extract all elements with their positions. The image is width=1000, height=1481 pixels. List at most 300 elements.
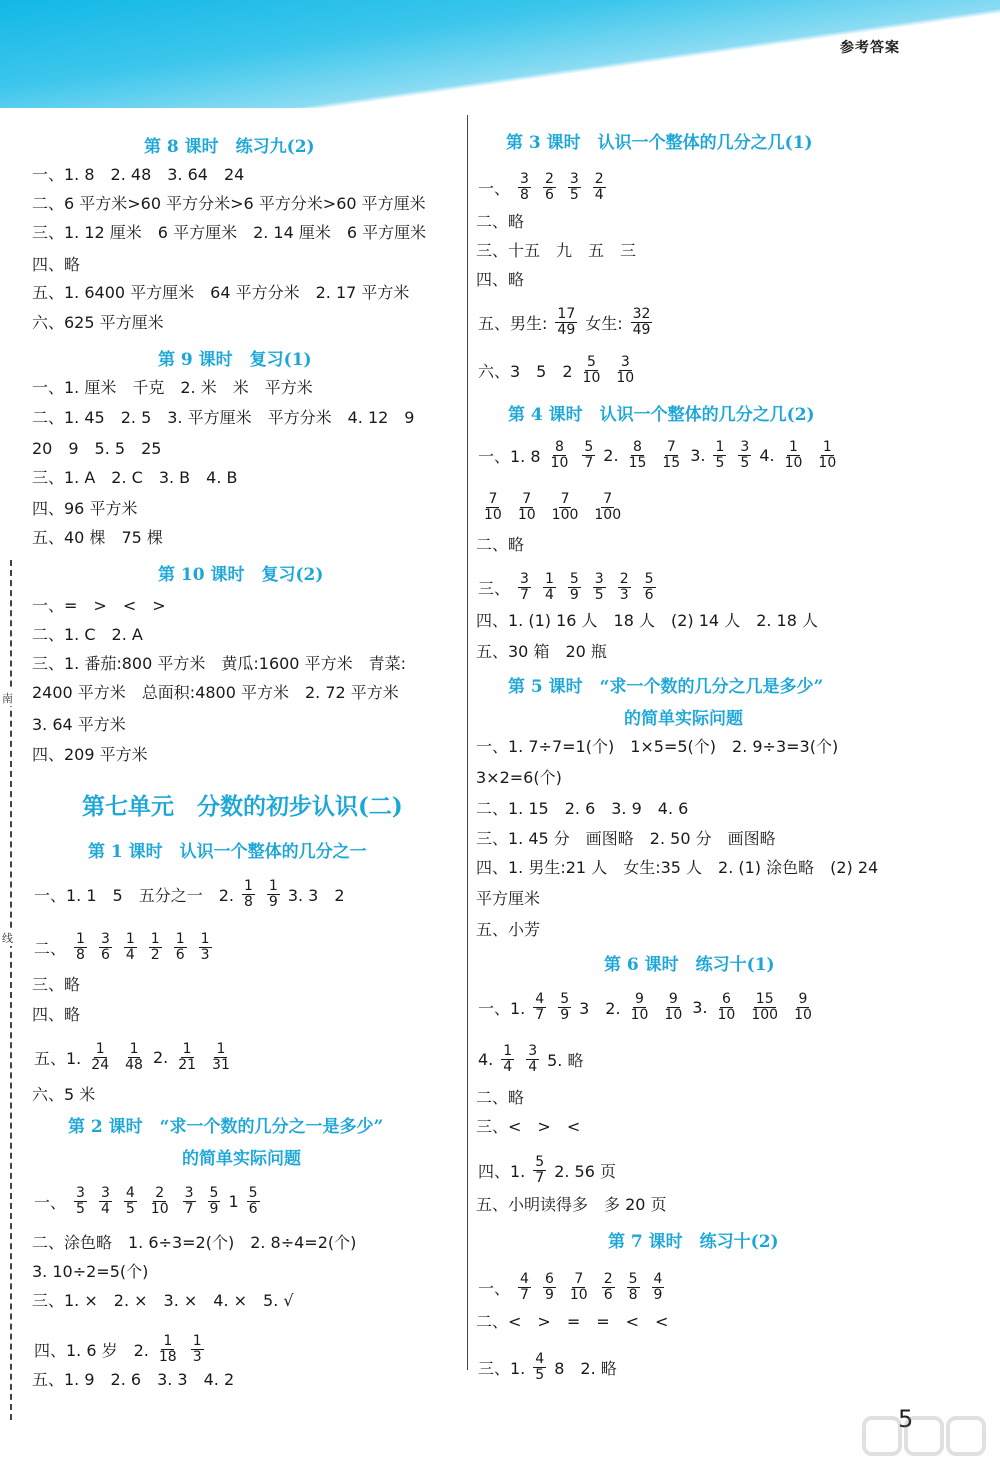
line-text: 四、1. (1) 16 人 18 人 (2) 14 人 2. 18 人 xyxy=(476,611,818,630)
fraction-denominator: 7 xyxy=(520,1287,529,1303)
line-text: 四、1. 6 岁 2. xyxy=(34,1341,149,1360)
fraction-numerator: 5 xyxy=(569,571,579,587)
fraction xyxy=(208,1186,221,1217)
fraction-denominator: 4 xyxy=(125,947,135,963)
fraction-numerator: 1 xyxy=(243,878,253,894)
line-text: 一、= > < > xyxy=(32,596,166,615)
answer-line xyxy=(32,1259,148,1282)
fraction-numerator: 1 xyxy=(192,1333,202,1349)
fraction xyxy=(543,1272,556,1303)
line-text: 第 3 课时 认识一个整体的几分之几(1) xyxy=(506,133,813,153)
answer-line xyxy=(476,1272,670,1303)
fraction-denominator: 9 xyxy=(268,894,278,910)
fraction xyxy=(89,1042,111,1073)
answer-line xyxy=(476,826,776,849)
line-text: 8 2. 略 xyxy=(554,1359,617,1378)
fraction-numerator: 9 xyxy=(798,991,808,1007)
line-text: 二、1. C 2. A xyxy=(32,625,143,644)
answer-line xyxy=(476,1155,618,1186)
answer-line xyxy=(476,172,612,203)
line-text: 第 8 课时 练习九(2) xyxy=(144,137,315,157)
answer-line xyxy=(32,525,163,548)
line-text: 一、1. 8 xyxy=(478,447,541,466)
answer-line xyxy=(476,1309,668,1332)
fraction-denominator: 8 xyxy=(520,187,529,203)
answer-line xyxy=(476,796,688,819)
line-text: 五、1. 9 2. 6 3. 3 4. 2 xyxy=(32,1370,235,1389)
fraction-denominator: 21 xyxy=(178,1057,197,1073)
line-text: 五、1. xyxy=(34,1049,82,1068)
fraction-denominator: 10 xyxy=(550,455,569,471)
fraction xyxy=(652,1272,665,1303)
section-heading xyxy=(158,560,323,585)
line-text: 二、涂色略 1. 6÷3=2(个) 2. 8÷4=2(个) xyxy=(32,1233,357,1252)
section-heading xyxy=(608,1227,779,1252)
fraction-numerator: 1 xyxy=(503,1043,513,1059)
fraction-numerator: 5 xyxy=(248,1185,258,1201)
fraction xyxy=(738,440,751,471)
fraction-numerator: 6 xyxy=(721,991,731,1007)
fraction-numerator: 2 xyxy=(594,171,604,187)
line-text: 一、 xyxy=(478,179,511,198)
answer-line xyxy=(476,572,662,603)
fraction-denominator: 100 xyxy=(594,507,622,523)
fraction-numerator: 5 xyxy=(535,1154,545,1170)
line-text: 一、1. 厘米 千克 2. 米 米 平方米 xyxy=(32,378,313,397)
line-text: 2400 平方米 总面积:4800 平方米 2. 72 平方米 xyxy=(32,683,399,702)
fraction-numerator: 1 xyxy=(822,439,832,455)
line-text: 五、1. 6400 平方厘米 64 平方分米 2. 17 平方米 xyxy=(32,283,410,302)
fraction-numerator: 8 xyxy=(555,439,564,455)
fraction-numerator: 9 xyxy=(635,991,644,1007)
fraction-denominator: 8 xyxy=(243,894,253,910)
answer-line xyxy=(32,375,313,398)
fraction-denominator: 5 xyxy=(715,455,725,471)
fraction-denominator: 9 xyxy=(569,587,579,603)
answer-line xyxy=(32,496,137,519)
fraction-denominator: 10 xyxy=(582,370,601,386)
answer-line xyxy=(476,492,629,523)
line-text: 第 4 课时 认识一个整体的几分之几(2) xyxy=(508,405,815,425)
fraction-numerator: 3 xyxy=(594,571,604,587)
line-text: 3. 64 平方米 xyxy=(32,715,126,734)
line-text: 四、1. 男生:21 人 女生:35 人 2. (1) 涂色略 (2) 24 xyxy=(476,858,879,877)
column-divider xyxy=(467,115,468,1370)
fraction-denominator: 10 xyxy=(784,455,803,471)
fraction-numerator: 17 xyxy=(557,306,576,322)
fraction-numerator: 6 xyxy=(544,1271,554,1287)
line-text: 三、1. 番茄:800 平方米 黄瓜:1600 平方米 青菜: xyxy=(32,654,406,673)
fraction-numerator: 5 xyxy=(644,571,654,587)
fraction xyxy=(526,1044,539,1075)
fraction-denominator: 9 xyxy=(560,1007,570,1023)
line-text: 3. xyxy=(690,446,706,465)
fraction xyxy=(149,1186,171,1217)
line-text: 一、 xyxy=(478,1279,511,1298)
fraction-denominator: 7 xyxy=(535,1007,545,1023)
line-text: 三、1. 45 分 画图略 2. 50 分 画图略 xyxy=(476,829,776,848)
answer-line xyxy=(476,307,658,338)
fraction xyxy=(199,932,212,963)
fraction-denominator: 5 xyxy=(569,187,579,203)
fraction-denominator: 24 xyxy=(91,1057,110,1073)
section-heading xyxy=(182,1144,301,1169)
line-text: 五、小明读得多 多 20 页 xyxy=(476,1195,667,1214)
fraction-numerator: 7 xyxy=(560,491,570,507)
fraction xyxy=(176,1042,198,1073)
fraction-denominator: 7 xyxy=(520,587,529,603)
fraction-numerator: 1 xyxy=(544,571,554,587)
fraction-denominator: 6 xyxy=(603,1287,613,1303)
line-text: 一、1. 7÷7=1(个) 1×5=5(个) 2. 9÷3=3(个) xyxy=(476,737,839,756)
line-text: 第 7 课时 练习十(2) xyxy=(608,1232,779,1252)
fraction xyxy=(716,992,738,1023)
fraction xyxy=(749,992,780,1023)
answer-line xyxy=(32,1002,80,1025)
line-text: 第 5 课时 “求一个数的几分之几是多少” xyxy=(508,677,824,697)
answer-line xyxy=(32,1230,356,1253)
fraction-denominator: 49 xyxy=(557,322,576,338)
answer-line xyxy=(32,1288,294,1311)
fraction-denominator: 10 xyxy=(569,1287,588,1303)
fraction-numerator: 8 xyxy=(633,439,642,455)
fraction-denominator: 8 xyxy=(76,947,85,963)
fraction-denominator: 2 xyxy=(150,947,160,963)
line-text: 5. 略 xyxy=(547,1051,584,1070)
line-text: 3. 3 2 xyxy=(287,886,345,905)
fraction-denominator: 100 xyxy=(551,507,579,523)
answer-line xyxy=(476,238,636,261)
answer-line xyxy=(32,879,347,910)
fraction-numerator: 3 xyxy=(528,1043,538,1059)
line-text: 三、1. 12 厘米 6 平方厘米 2. 14 厘米 6 平方厘米 xyxy=(32,223,427,242)
line-text: 四、略 xyxy=(32,255,81,274)
page-header-title: 参考答案 xyxy=(840,40,900,56)
answer-line xyxy=(476,532,524,555)
cut-line xyxy=(10,560,12,1420)
fraction xyxy=(518,172,531,203)
line-text: 三、 xyxy=(478,579,511,598)
fraction-denominator: 31 xyxy=(212,1057,230,1073)
fraction-numerator: 1 xyxy=(268,878,278,894)
line-text: 第 6 课时 练习十(1) xyxy=(604,955,775,975)
line-text: 2. xyxy=(603,446,619,465)
fraction-numerator: 2 xyxy=(544,171,554,187)
fraction-numerator: 5 xyxy=(560,991,570,1007)
line-text: 二、略 xyxy=(476,212,525,231)
fraction-denominator: 10 xyxy=(484,507,502,523)
answer-line xyxy=(32,1186,266,1217)
answer-line xyxy=(476,734,838,757)
fraction-denominator: 10 xyxy=(150,1201,169,1217)
fraction-numerator: 3 xyxy=(520,171,529,187)
line-text: 三、1. xyxy=(478,1359,526,1378)
fraction xyxy=(629,992,651,1023)
fraction-denominator: 5 xyxy=(740,455,750,471)
fraction xyxy=(643,572,656,603)
fraction-denominator: 49 xyxy=(632,322,651,338)
fraction-denominator: 18 xyxy=(158,1349,177,1365)
fraction-numerator: 4 xyxy=(535,1351,545,1367)
line-text: 五、男生: xyxy=(478,314,548,333)
fraction-numerator: 1 xyxy=(182,1041,192,1057)
fraction xyxy=(627,1272,640,1303)
fraction-denominator: 3 xyxy=(192,1349,202,1365)
line-text: 三、十五 九 五 三 xyxy=(476,241,637,260)
fraction-denominator: 9 xyxy=(653,1287,663,1303)
answer-line xyxy=(32,680,399,703)
line-text: 六、3 5 2 xyxy=(478,362,573,381)
margin-mark: 南 xyxy=(2,692,13,705)
line-text: 一、1. xyxy=(478,999,526,1018)
fraction-denominator: 10 xyxy=(616,370,635,386)
answer-line xyxy=(476,1192,667,1215)
line-text: 四、略 xyxy=(32,1005,81,1024)
fraction xyxy=(482,492,504,523)
fraction-numerator: 1 xyxy=(125,931,135,947)
answer-line xyxy=(32,310,164,333)
answer-line xyxy=(32,593,166,616)
fraction xyxy=(618,572,631,603)
section-heading xyxy=(624,704,743,729)
fraction-numerator: 3 xyxy=(569,171,579,187)
fraction-denominator: 5 xyxy=(594,587,604,603)
answer-line xyxy=(32,405,415,428)
answer-line xyxy=(476,1044,585,1075)
line-text: 平方厘米 xyxy=(476,889,541,908)
fraction-numerator: 5 xyxy=(209,1185,219,1201)
line-text: 第 1 课时 认识一个整体的几分之一 xyxy=(88,842,367,862)
fraction-denominator: 9 xyxy=(544,1287,554,1303)
answer-line xyxy=(476,355,642,386)
fraction-numerator: 15 xyxy=(755,991,774,1007)
fraction-numerator: 32 xyxy=(632,306,651,322)
fraction xyxy=(183,1186,196,1217)
fraction xyxy=(124,1186,137,1217)
fraction-denominator: 7 xyxy=(535,1170,545,1186)
fraction xyxy=(210,1042,232,1073)
fraction xyxy=(816,440,838,471)
answer-line xyxy=(476,1085,524,1108)
answer-line xyxy=(476,855,878,878)
fraction-denominator: 4 xyxy=(544,587,554,603)
answer-line xyxy=(476,886,540,909)
fraction xyxy=(555,307,577,338)
line-text: 4. xyxy=(759,446,775,465)
fraction xyxy=(242,879,255,910)
fraction xyxy=(568,1272,590,1303)
fraction-numerator: 7 xyxy=(488,491,498,507)
fraction-denominator: 7 xyxy=(184,1201,194,1217)
fraction xyxy=(123,1042,145,1073)
fraction-denominator: 10 xyxy=(517,507,536,523)
line-text: 4. xyxy=(478,1050,494,1069)
fraction-denominator: 15 xyxy=(662,455,681,471)
fraction-denominator: 100 xyxy=(751,1007,779,1023)
fraction xyxy=(157,1334,179,1365)
fraction xyxy=(792,992,814,1023)
fraction-numerator: 1 xyxy=(175,931,185,947)
line-text: 四、1. xyxy=(478,1162,526,1181)
answer-line xyxy=(32,1042,238,1073)
fraction-denominator: 6 xyxy=(644,587,654,603)
fraction-numerator: 3 xyxy=(740,439,750,455)
line-text: 三、略 xyxy=(32,975,81,994)
fraction-numerator: 1 xyxy=(129,1041,139,1057)
fraction-denominator: 3 xyxy=(619,587,629,603)
fraction-numerator: 3 xyxy=(520,571,529,587)
fraction-denominator: 4 xyxy=(503,1059,513,1075)
fraction xyxy=(581,355,603,386)
fraction-numerator: 2 xyxy=(619,571,629,587)
section-heading xyxy=(508,400,815,425)
fraction xyxy=(533,992,546,1023)
fraction xyxy=(592,492,623,523)
fraction-numerator: 1 xyxy=(715,439,725,455)
fraction xyxy=(713,440,726,471)
answer-line xyxy=(32,651,406,674)
answer-line xyxy=(476,267,524,290)
fraction xyxy=(582,440,595,471)
line-text: 五、小芳 xyxy=(476,920,541,939)
fraction-numerator: 5 xyxy=(584,439,594,455)
fraction-numerator: 1 xyxy=(789,439,798,455)
fraction xyxy=(543,572,556,603)
fraction-numerator: 1 xyxy=(163,1333,173,1349)
line-text: 四、209 平方米 xyxy=(32,745,148,764)
answer-line xyxy=(32,280,409,303)
answer-line xyxy=(476,1352,619,1383)
fraction-numerator: 2 xyxy=(603,1271,613,1287)
answer-line xyxy=(32,972,80,995)
line-text: 1 xyxy=(228,1192,239,1211)
answer-line xyxy=(32,162,244,185)
line-text: 三、< > < xyxy=(476,1117,581,1136)
fraction xyxy=(549,440,571,471)
fraction-numerator: 3 xyxy=(620,354,630,370)
section-heading xyxy=(88,837,367,862)
fraction xyxy=(660,440,682,471)
unit-title xyxy=(82,788,403,821)
line-text: 一、1. 1 5 五分之一 2. xyxy=(34,886,234,905)
fraction xyxy=(662,992,684,1023)
answer-line xyxy=(32,712,126,735)
fraction-denominator: 48 xyxy=(125,1057,143,1073)
fraction xyxy=(501,1044,514,1075)
answer-line xyxy=(32,191,426,214)
line-text: 的简单实际问题 xyxy=(182,1149,301,1169)
page-number: 5 xyxy=(898,1405,914,1433)
fraction-denominator: 3 xyxy=(200,947,210,963)
fraction-numerator: 5 xyxy=(628,1271,638,1287)
fraction xyxy=(516,492,538,523)
answer-line xyxy=(476,608,818,631)
line-text: 第 10 课时 复习(2) xyxy=(158,565,324,585)
fraction-denominator: 5 xyxy=(76,1201,85,1217)
line-text: 四、略 xyxy=(476,270,525,289)
line-text: 第 9 课时 复习(1) xyxy=(158,350,312,370)
fraction-denominator: 10 xyxy=(717,1007,736,1023)
answer-line xyxy=(476,440,844,471)
line-text: 2. xyxy=(152,1048,169,1067)
fraction xyxy=(518,572,531,603)
fraction-numerator: 9 xyxy=(668,991,678,1007)
fraction xyxy=(99,1186,112,1217)
fraction xyxy=(267,879,280,910)
fraction xyxy=(124,932,137,963)
fraction-denominator: 4 xyxy=(594,187,604,203)
fraction-denominator: 8 xyxy=(628,1287,638,1303)
line-text: 2. 56 页 xyxy=(554,1162,617,1181)
answer-line xyxy=(32,436,161,459)
answer-line xyxy=(476,917,540,940)
answer-line xyxy=(32,622,143,645)
fraction xyxy=(550,492,581,523)
fraction-denominator: 15 xyxy=(628,455,647,471)
fraction-denominator: 5 xyxy=(125,1201,135,1217)
line-text: 3×2=6(个) xyxy=(476,768,562,787)
line-text: 二、略 xyxy=(476,1088,525,1107)
section-heading xyxy=(158,345,312,370)
margin-mark: 线 xyxy=(2,932,13,945)
fraction xyxy=(74,1186,87,1217)
line-text: 四、96 平方米 xyxy=(32,499,138,518)
line-text: 3 2. xyxy=(579,999,621,1018)
fraction-numerator: 5 xyxy=(587,354,596,370)
section-heading xyxy=(144,132,315,157)
fraction xyxy=(614,355,636,386)
answer-line xyxy=(32,465,237,488)
line-text: 二、略 xyxy=(476,535,525,554)
fraction xyxy=(533,1155,546,1186)
section-heading xyxy=(68,1112,383,1137)
fraction-denominator: 6 xyxy=(248,1201,258,1217)
section-heading xyxy=(506,128,813,153)
fraction xyxy=(568,172,581,203)
fraction-numerator: 1 xyxy=(76,931,85,947)
fraction-numerator: 1 xyxy=(95,1041,105,1057)
fraction-numerator: 3 xyxy=(100,931,110,947)
section-heading xyxy=(604,950,775,975)
fraction-denominator: 5 xyxy=(535,1367,545,1383)
fraction-numerator: 7 xyxy=(522,491,532,507)
line-text: 的简单实际问题 xyxy=(624,709,743,729)
fraction xyxy=(518,1272,531,1303)
fraction xyxy=(568,572,581,603)
answer-line xyxy=(32,220,426,243)
fraction xyxy=(74,932,87,963)
fraction-denominator: 10 xyxy=(794,1007,812,1023)
answer-line xyxy=(32,1367,234,1390)
fraction-denominator: 10 xyxy=(818,455,837,471)
line-text: 三、1. A 2. C 3. B 4. B xyxy=(32,468,238,487)
line-text: 二、1. 45 2. 5 3. 平方厘米 平方分米 4. 12 9 xyxy=(32,408,415,427)
fraction-numerator: 4 xyxy=(653,1271,663,1287)
section-heading xyxy=(508,672,823,697)
answer-line xyxy=(476,765,562,788)
line-text: 一、1. 8 2. 48 3. 64 24 xyxy=(32,165,245,184)
line-text: 第 2 课时 “求一个数的几分之一是多少” xyxy=(68,1117,384,1137)
line-text: 五、40 棵 75 棵 xyxy=(32,528,163,547)
fraction-numerator: 3 xyxy=(100,1185,110,1201)
fraction xyxy=(174,932,187,963)
fraction-numerator: 7 xyxy=(603,491,613,507)
line-text: 女生: xyxy=(585,314,623,333)
line-text: 三、1. × 2. × 3. × 4. × 5. √ xyxy=(32,1291,294,1310)
fraction-numerator: 3 xyxy=(184,1185,194,1201)
fraction-denominator: 4 xyxy=(100,1201,110,1217)
fraction xyxy=(783,440,805,471)
